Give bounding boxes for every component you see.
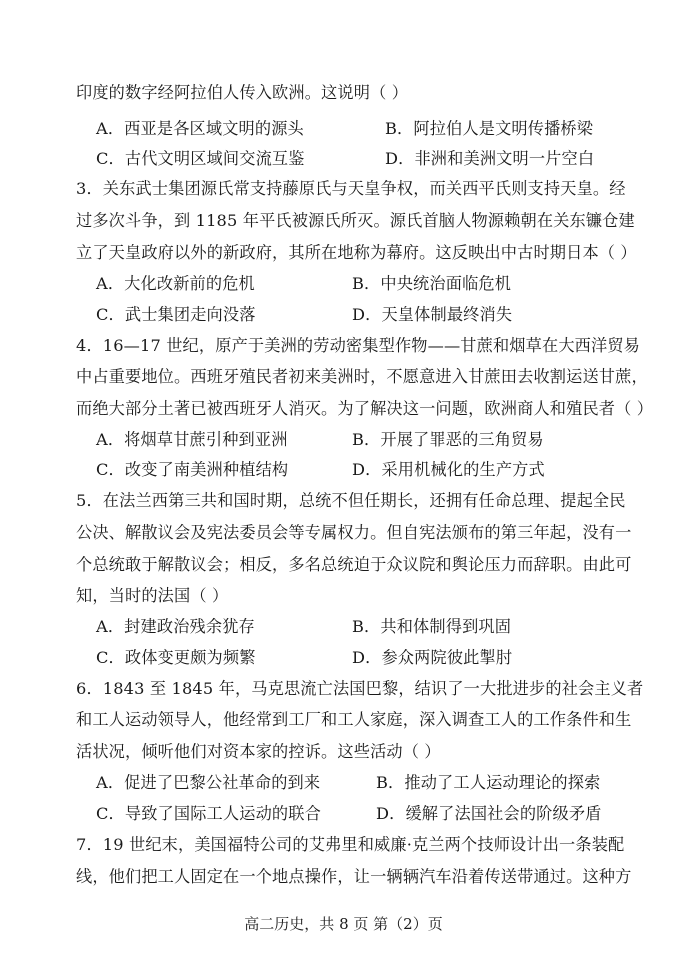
q5-stem-line: 5．在法兰西第三共和国时期，总统不但任期长，还拥有任命总理、提起全民 — [76, 491, 626, 510]
q3-option-c: C．武士集团走向没落 — [96, 305, 256, 324]
q6-option-a: A．促进了巴黎公社革命的到来 — [96, 773, 321, 792]
q6-stem-line: 6．1843 至 1845 年，马克思流亡法国巴黎，结识了一大批进步的社会主义者 — [76, 679, 644, 698]
q4-option-a: A．将烟草甘蔗引种到亚洲 — [96, 430, 288, 449]
q2-option-a: A．西亚是各区域文明的源头 — [96, 119, 304, 138]
q4-stem-line: 中占重要地位。西班牙殖民者初来美洲时，不愿意进入甘蔗田去收割运送甘蔗， — [76, 367, 648, 386]
q6-stem-line: 活状况，倾听他们对资本家的控诉。这些活动（ ） — [76, 742, 441, 761]
q5-option-d: D．参众两院彼此掣肘 — [352, 648, 513, 667]
q5-stem-line: 个总统敢于解散议会；相反，多名总统迫于众议院和舆论压力而辞职。由此可 — [76, 555, 632, 574]
q2-stem-line: 印度的数字经阿拉伯人传入欧洲。这说明（ ） — [76, 83, 409, 102]
q3-stem-line: 立了天皇政府以外的新政府，其所在地称为幕府。这反映出中古时期日本（ ） — [76, 243, 637, 262]
q6-option-c: C．导致了国际工人运动的联合 — [96, 804, 321, 823]
q4-option-b: B．开展了罪恶的三角贸易 — [352, 430, 544, 449]
q3-option-b: B．中央统治面临危机 — [352, 274, 512, 293]
q5-option-c: C．政体变更颇为频繁 — [96, 648, 256, 667]
q5-option-a: A．封建政治残余犹存 — [96, 617, 255, 636]
page-footer: 高二历史，共 8 页 第（2）页 — [244, 915, 443, 933]
q5-stem-line: 公决、解散议会及宪法委员会等专属权力。但自宪法颁布的第三年起，没有一 — [76, 523, 632, 542]
q2-option-c: C．古代文明区域间交流互鉴 — [96, 149, 305, 168]
q3-stem-line: 过多次斗争，到 1185 年平氏被源氏所灭。源氏首脑人物源赖朝在关东镰仓建 — [76, 211, 635, 230]
q4-option-c: C．改变了南美洲种植结构 — [96, 460, 289, 479]
q4-stem-line: 4．16—17 世纪，原产于美洲的劳动密集型作物——甘蔗和烟草在大西洋贸易 — [76, 336, 641, 355]
q3-stem-line: 3．关东武士集团源氏常支持藤原氏与天皇争权，而关西平氏则支持天皇。经 — [76, 179, 626, 198]
q2-option-d: D．非洲和美洲文明一片空白 — [385, 149, 595, 168]
q6-stem-line: 和工人运动领导人，他经常到工厂和工人家庭，深入调查工人的工作条件和生 — [76, 710, 632, 729]
q6-option-b: B．推动了工人运动理论的探索 — [376, 773, 601, 792]
q3-option-d: D．天皇体制最终消失 — [352, 305, 513, 324]
q6-option-d: D．缓解了法国社会的阶级矛盾 — [376, 804, 602, 823]
q5-stem-line: 知，当时的法国（ ） — [76, 586, 229, 605]
q7-stem-line: 7．19 世纪末，美国福特公司的艾弗里和威廉·克兰两个技师设计出一条装配 — [76, 835, 625, 854]
q2-option-b: B．阿拉伯人是文明传播桥梁 — [385, 119, 594, 138]
q4-stem-line: 而绝大部分土著已被西班牙人消灭。为了解决这一问题，欧洲商人和殖民者（ ） — [76, 399, 654, 418]
q7-stem-line: 线，他们把工人固定在一个地点操作，让一辆辆汽车沿着传送带通过。这种方 — [76, 867, 632, 886]
q4-option-d: D．采用机械化的生产方式 — [352, 460, 545, 479]
q3-option-a: A．大化改新前的危机 — [96, 274, 255, 293]
q5-option-b: B．共和体制得到巩固 — [352, 617, 512, 636]
